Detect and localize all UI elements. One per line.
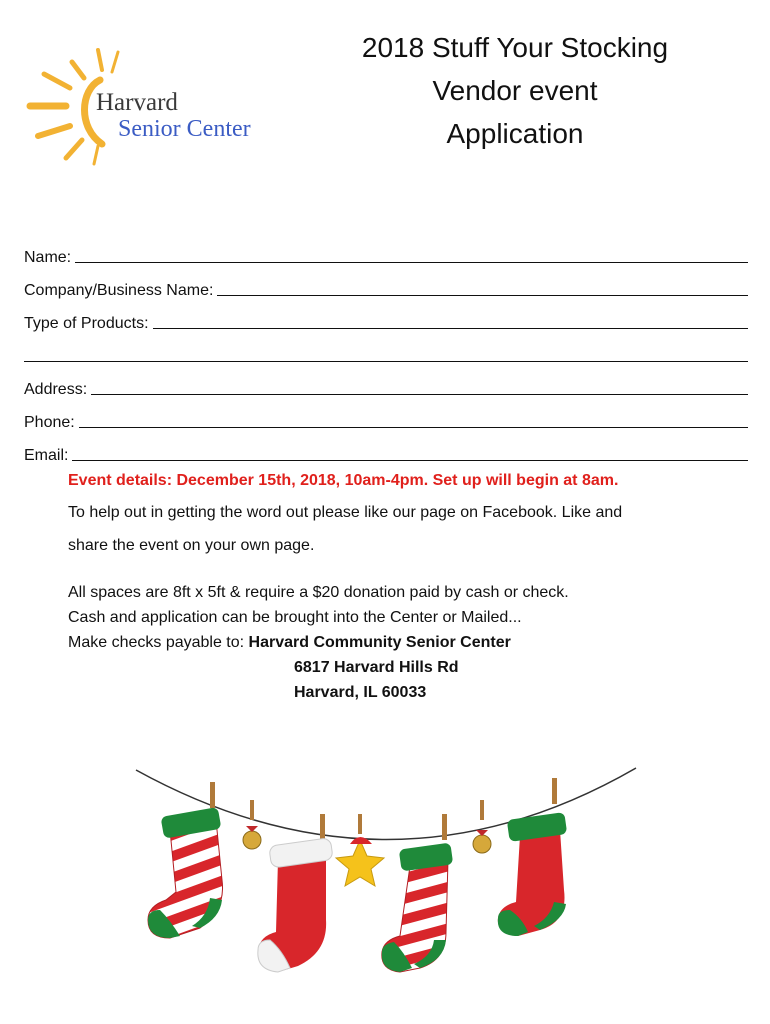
checks-line (68, 630, 748, 655)
products-continued-row (24, 335, 748, 368)
event-details-text: Event details: December 15th, 2018, 10am-4pm. Set up will begin at 8am. (68, 472, 619, 489)
email-label: Email: (24, 447, 69, 464)
address-field[interactable] (91, 394, 748, 395)
street-address: 6817 Harvard Hills Rd (294, 659, 459, 676)
spaces-text: All spaces are 8ft x 5ft & require a $20 donation paid by cash or check. (68, 584, 569, 601)
city-address: Harvard, IL 60033 (294, 684, 427, 701)
help-line-2: share the event on your own page. (68, 537, 315, 554)
company-row (24, 269, 748, 302)
phone-label: Phone: (24, 414, 75, 431)
address-row (24, 368, 748, 401)
checks-prefix: Make checks payable to: (68, 634, 245, 651)
name-field[interactable] (75, 262, 748, 263)
title-line2: Vendor event (432, 75, 598, 106)
page-title (300, 26, 730, 155)
stocking-icon (498, 778, 567, 936)
email-row (24, 434, 748, 467)
phone-row (24, 401, 748, 434)
cash-text: Cash and application can be brought into the Center or Mailed... (68, 609, 522, 626)
bell-icon (473, 800, 491, 853)
application-form (24, 236, 748, 467)
stocking-icon (148, 782, 223, 938)
star-icon (336, 814, 384, 886)
harvard-senior-center-logo (22, 40, 272, 170)
help-line-1: To help out in getting the word out please like our page on Facebook. Like and (68, 504, 623, 521)
logo-line2: Senior Center (118, 116, 251, 142)
name-row (24, 236, 748, 269)
address-label: Address: (24, 381, 88, 398)
products-row (24, 302, 748, 335)
products-field[interactable] (153, 328, 748, 329)
company-label: Company/Business Name: (24, 282, 214, 299)
products-label: Type of Products: (24, 315, 149, 332)
phone-field[interactable] (79, 427, 748, 428)
christmas-stockings-illustration (130, 760, 650, 980)
title-line1: 2018 Stuff Your Stocking (361, 32, 669, 63)
stocking-icon (258, 814, 333, 972)
bell-icon (243, 800, 261, 849)
email-field[interactable] (72, 460, 748, 461)
name-label: Name: (24, 249, 72, 266)
logo-line1: Harvard (96, 89, 178, 116)
company-field[interactable] (217, 295, 748, 296)
payee-name: Harvard Community Senior Center (248, 634, 511, 651)
products-field-continued[interactable] (24, 361, 748, 362)
event-details (68, 466, 748, 705)
title-line3: Application (446, 118, 584, 149)
